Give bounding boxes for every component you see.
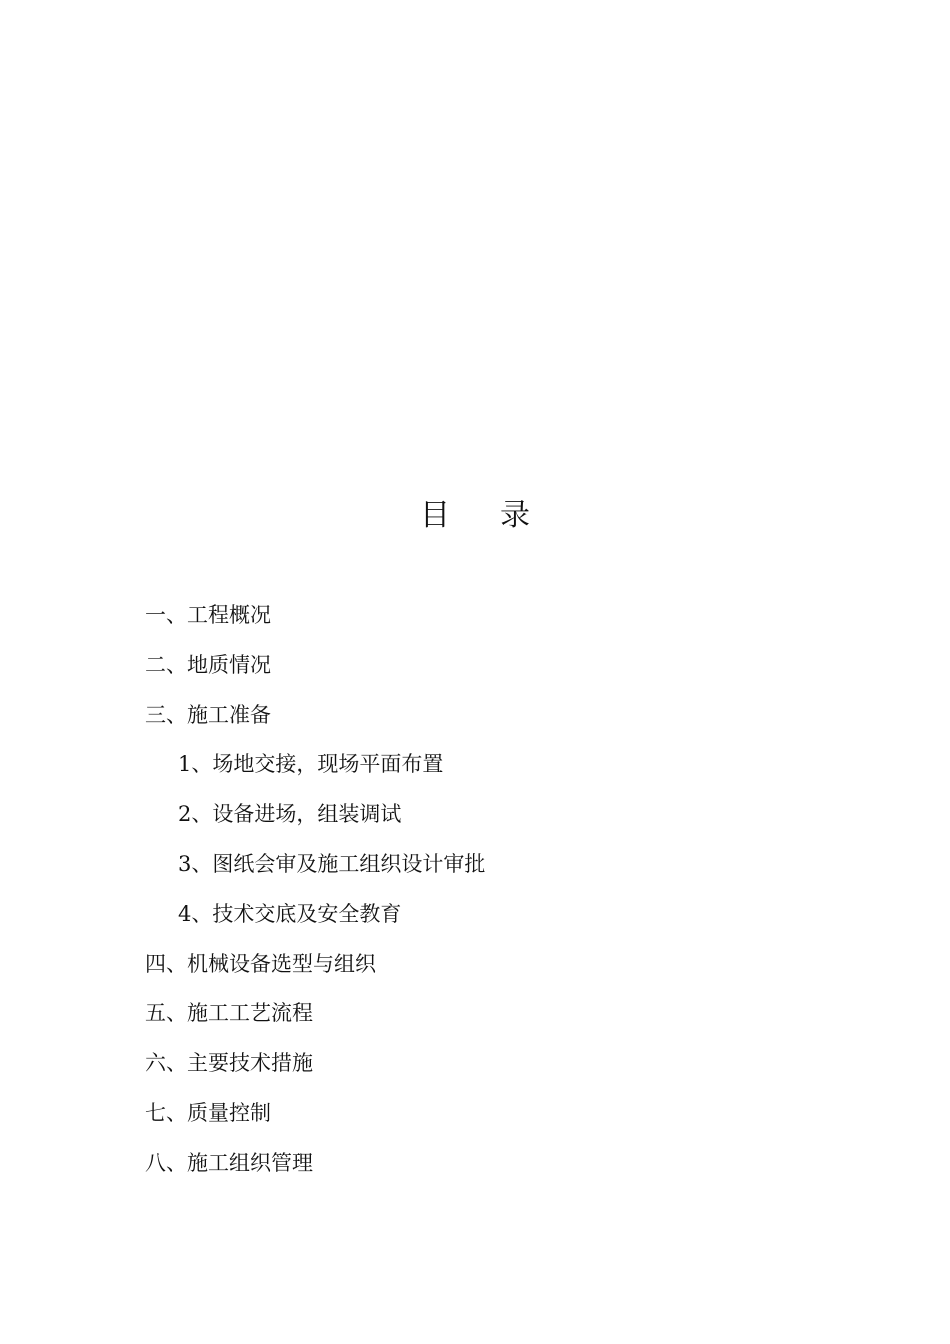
toc-item[interactable]: 三、施工准备 — [145, 702, 271, 727]
toc-item[interactable]: 八、施工组织管理 — [145, 1150, 313, 1175]
toc-item[interactable]: 五、施工工艺流程 — [145, 1001, 313, 1026]
toc-subitem[interactable]: 1、场地交接，现场平面布置 — [178, 752, 444, 777]
toc-subitem[interactable]: 4、技术交底及安全教育 — [178, 901, 402, 926]
toc-item[interactable]: 七、质量控制 — [145, 1100, 271, 1125]
toc-item[interactable]: 四、机械设备选型与组织 — [145, 951, 376, 976]
toc-heading-char-1: 目 — [420, 498, 450, 533]
toc-subitem[interactable]: 2、设备进场，组装调试 — [178, 802, 402, 827]
toc-list — [145, 592, 845, 1190]
toc-item[interactable]: 二、地质情况 — [145, 652, 271, 677]
toc-item[interactable]: 六、主要技术措施 — [145, 1051, 313, 1076]
toc-heading-char-2: 录 — [500, 498, 530, 533]
toc-item[interactable]: 一、工程概况 — [145, 603, 271, 627]
toc-subitem[interactable]: 3、图纸会审及施工组织设计审批 — [178, 851, 486, 876]
toc-heading — [0, 494, 950, 538]
